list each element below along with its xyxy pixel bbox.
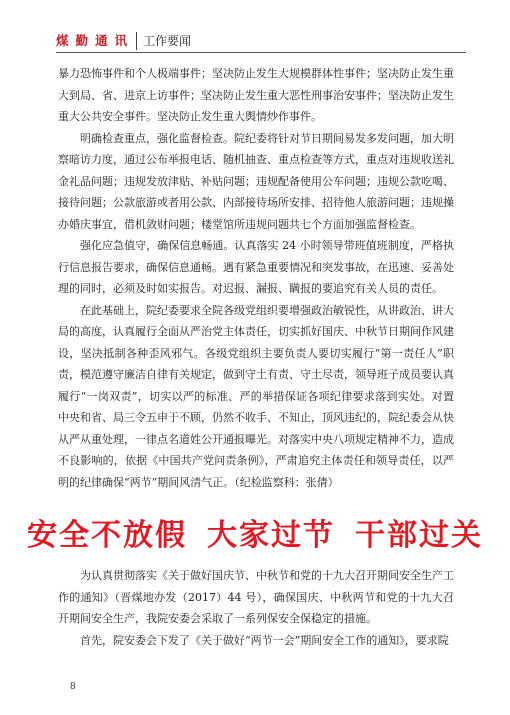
slogan-part: 安全不放假 [27,518,187,553]
paragraph: 为认真贯彻落实《关于做好国庆节、中秋节和党的十九大召开期间安全生产工作的通知》（晋煤地办发（2017）44 号），确保国庆、中秋两节和党的十九大召开期间安全生产，我院安委会采取了一系列保安全保稳定的措施。 [58,569,454,625]
header-rule [56,52,466,53]
header-separator [136,32,137,50]
paragraph: 暴力恐怖事件和个人极端事件；坚决防止发生大规模群体性事件；坚决防止发生重大到局、省、进京上访事件；坚决防止发生重大恶性刑事治安事件；坚决防止发生重大公共安全事件。坚决防止发生重大舆情炒作事件。 [58,67,454,123]
paragraph: 明确检查重点，强化监督检查。院纪委将针对节日期间易发多发问题，加大明察暗访力度，通过公布举报电话、随机抽查、重点检查等方式，重点对违规收送礼金礼品问题；违规发放津贴、补贴问题；违规配备使用公车问题；违规公款吃喝、接待问题；公款旅游或者用公款、内部接待场所安排、招待他人旅游问题；违规操办婚庆事宜，借机敛财问题；楼堂馆所违规问题共七个方面加强监督检查。 [58,131,454,231]
page-header [56,30,466,52]
safety-article-body [58,565,454,651]
section-title: 工作要闻 [143,34,192,48]
paragraph: 首先，院安委会下发了《关于做好“两节一会”期间安全工作的通知》，要求院 [80,633,449,647]
article-body [58,63,454,493]
slogan-part: 干部过关 [355,518,483,553]
slogan-part: 大家过节 [207,518,335,553]
safety-slogan-banner [0,516,510,556]
paragraph: 强化应急值守，确保信息畅通。认真落实 24 小时领导带班值班制度，严格执行信息报告要求，确保信息通畅。遇有紧急重要情况和突发事故，在迅速、妥善处理的同时，必须及时如实报告。对迟报、漏报、瞒报的要追究有关人员的责任。 [58,239,454,295]
paragraph: 在此基础上，院纪委要求全院各级党组织要增强政治敏锐性，从讲政治、讲大局的高度，认真履行全面从严治党主体责任，切实抓好国庆、中秋节日期间作风建设，坚决抵制各种歪风邪气。各级党组织主要负责人要切实履行“第一责任人”职责，模范遵守廉洁自律有关规定，做到守土有责、守土尽责，领导班子成员要认真履行“一岗双责”，切实以严的标准、严的举措保证各项纪律要求落到实处。对置中央和省、局三令五申于不顾，仍然不收手、不知止，顶风违纪的，院纪委会从快从严从重处理，一律点名道姓公开通报曝光。对落实中央八项规定精神不力，造成不良影响的，依据《中国共产党问责条例》，严肃追究主体责任和领导责任，以严明的纪律确保“两节”期间风清气正。（纪检监察科：张倩） [58,303,454,489]
page-number: 8 [70,682,76,692]
newsletter-brand: 煤勤通讯 [56,33,135,48]
